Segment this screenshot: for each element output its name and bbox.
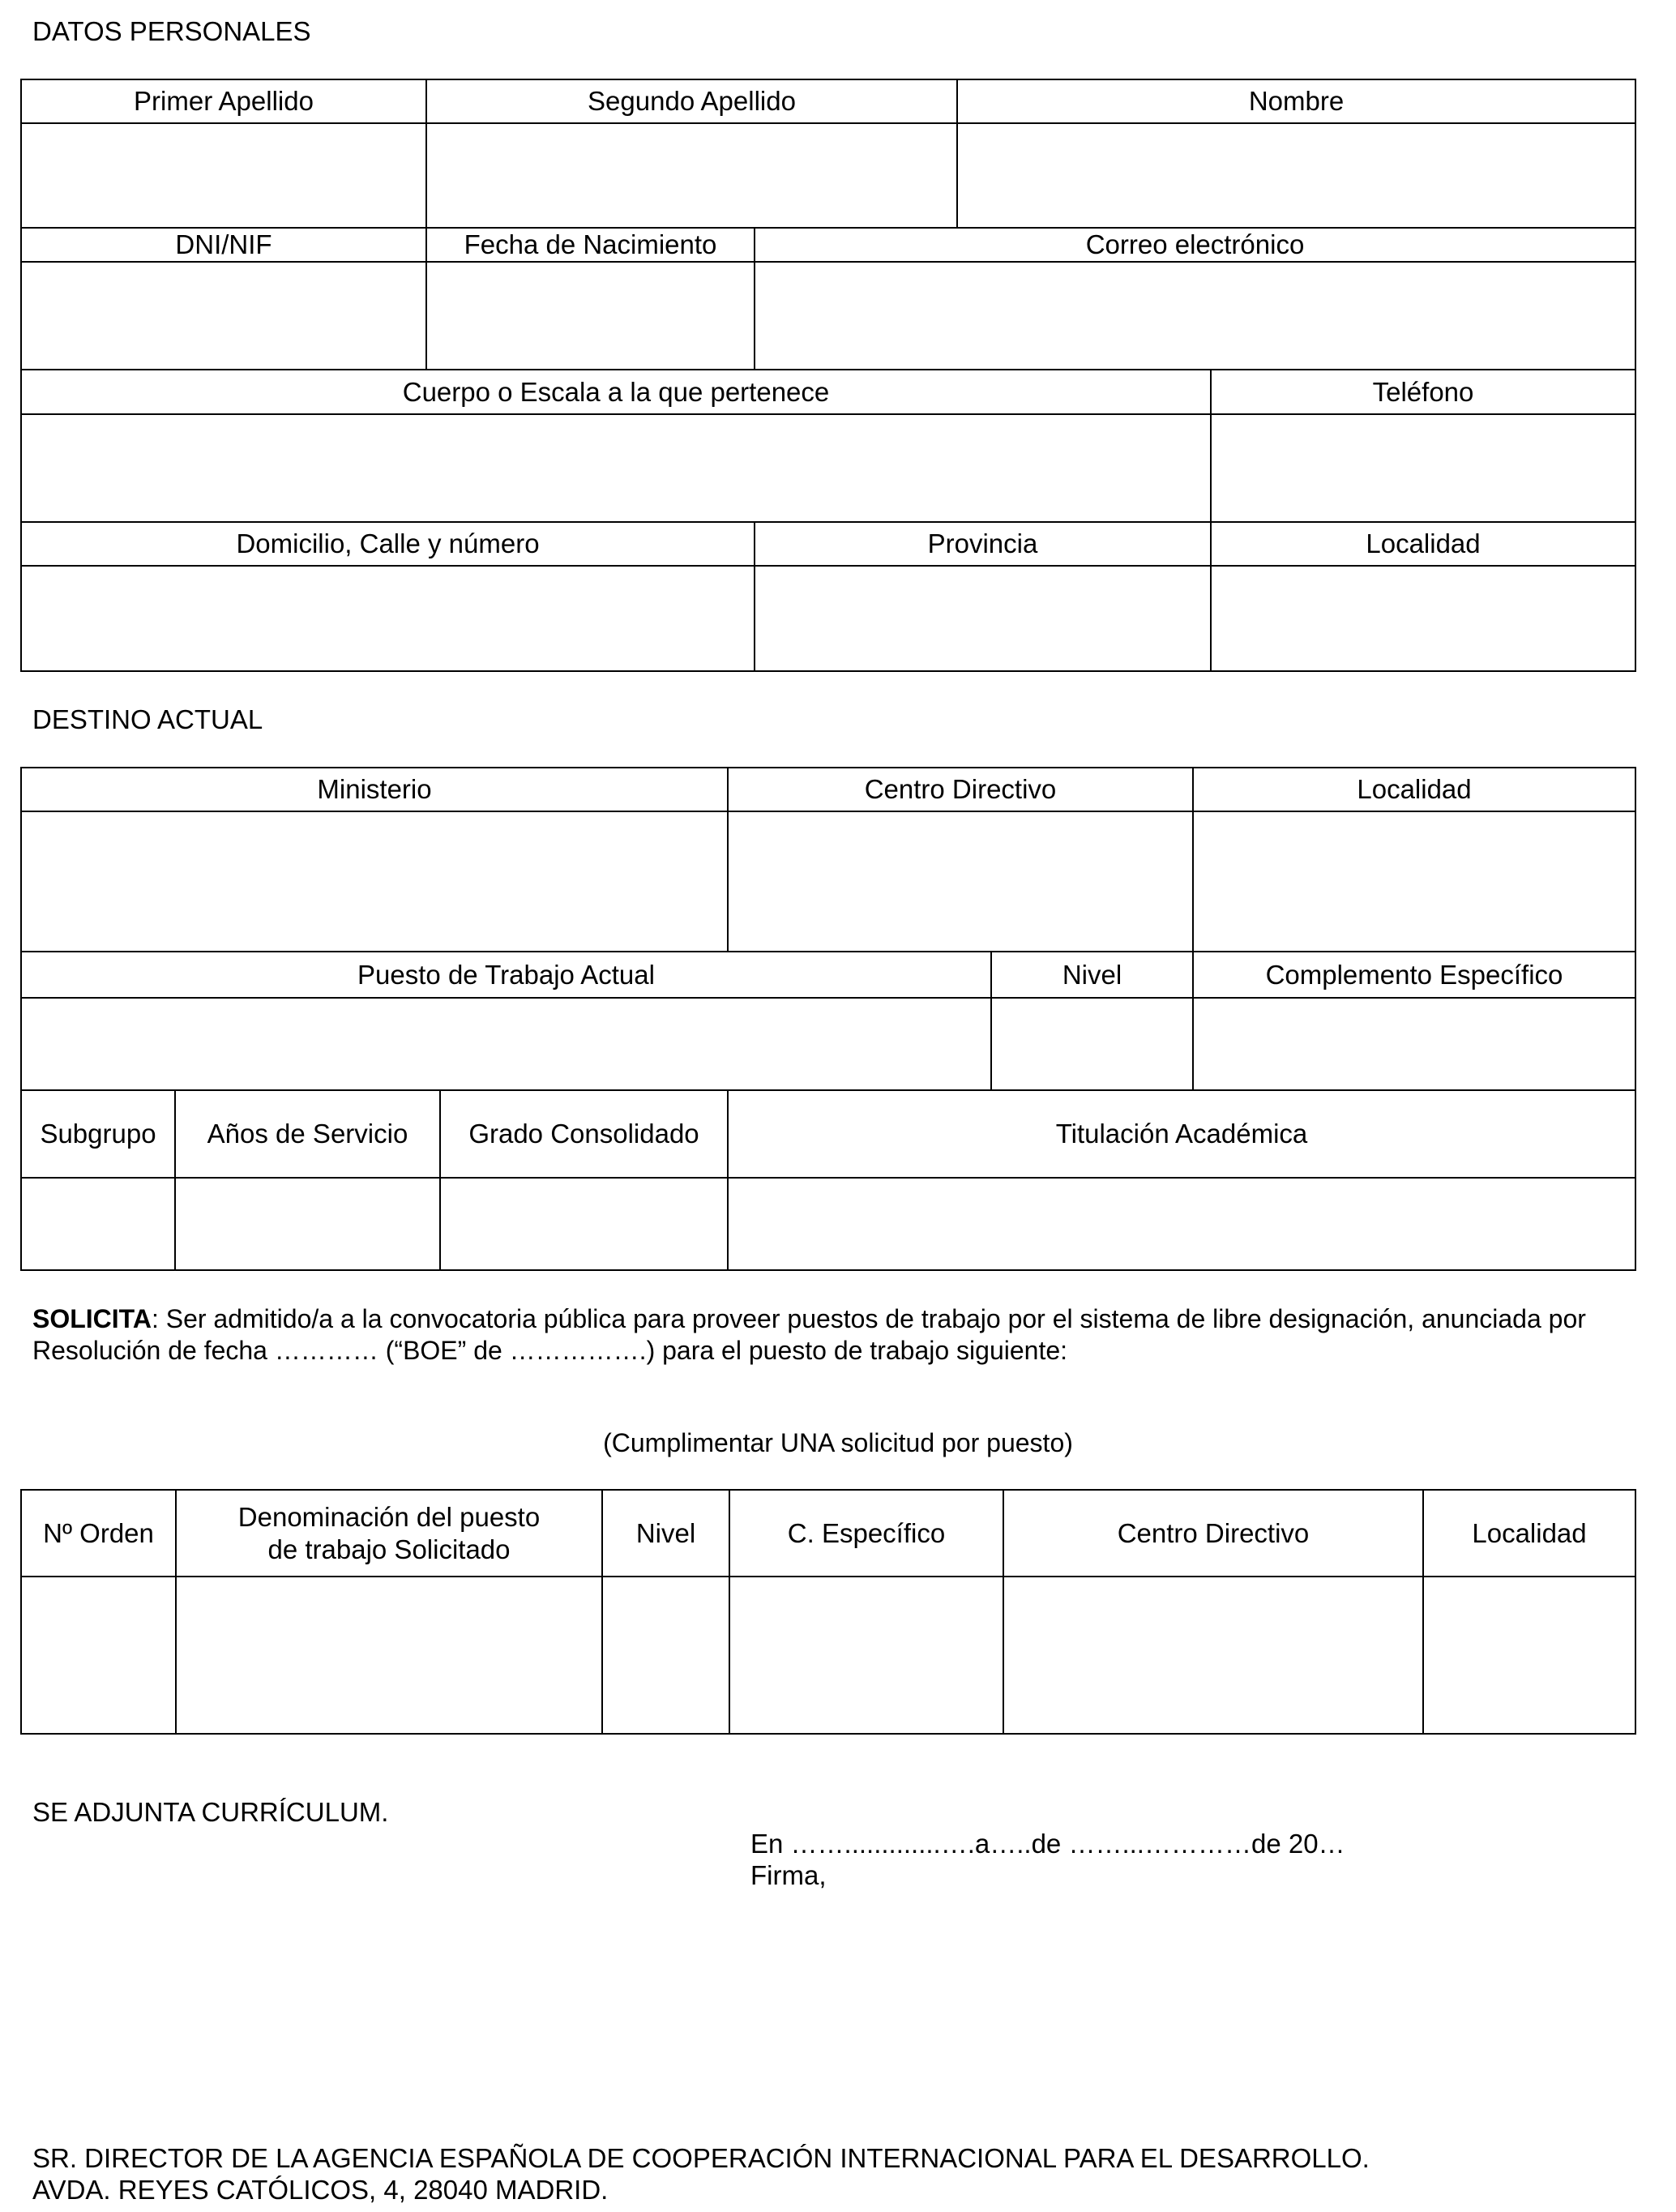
localidad-field[interactable] [1212,567,1635,670]
header-titulacion: Titulación Académica [1055,1119,1308,1149]
header-correo: Correo electrónico [1085,229,1305,260]
puesto-actual-field[interactable] [22,999,990,1089]
especifico-field[interactable] [730,1577,1003,1733]
firma-label: Firma, [750,1860,827,1890]
puesto-nivel-field[interactable] [603,1577,729,1733]
nivel-field[interactable] [992,999,1192,1089]
curriculum-note: SE ADJUNTA CURRÍCULUM. [32,1797,389,1827]
header-centro-directivo: Centro Directivo [864,774,1057,805]
complemento-field[interactable] [1194,999,1635,1089]
header-cuerpo: Cuerpo o Escala a la que pertenece [402,376,830,407]
fecha-nacimiento-field[interactable] [427,263,754,369]
domicilio-field[interactable] [22,567,754,670]
ministerio-field[interactable] [22,812,727,951]
orden-field[interactable] [22,1577,175,1733]
correo-field[interactable] [755,263,1635,369]
header-nombre: Nombre [1248,86,1345,117]
segundo-apellido-field[interactable] [427,124,956,227]
solicita-note: (Cumplimentar UNA solicitud por puesto) [603,1428,1073,1457]
telefono-field[interactable] [1212,415,1635,521]
solicita-line-2: Resolución de fecha ………… (“BOE” de …………….) para el puesto de trabajo siguiente: [32,1336,1068,1365]
puesto-localidad-field[interactable] [1424,1577,1635,1733]
solicita-line-1 [32,1304,1586,1334]
header-anos-servicio: Años de Servicio [207,1119,408,1149]
header-nivel: Nivel [1062,959,1122,990]
section-title-destino-actual: DESTINO ACTUAL [32,704,263,734]
header-denominacion: Denominación del puesto de trabajo Solicitado [237,1501,541,1564]
header-localidad: Localidad [1366,528,1481,559]
header-puesto-actual: Puesto de Trabajo Actual [357,959,655,990]
header-primer-apellido: Primer Apellido [134,86,314,117]
header-destino-localidad: Localidad [1357,774,1472,805]
header-puesto-centro: Centro Directivo [1117,1517,1310,1548]
subgrupo-field[interactable] [22,1179,174,1269]
header-puesto-localidad: Localidad [1472,1517,1587,1548]
fecha-line: En …….............….a…..de ……...…………de 20… [750,1829,1345,1859]
recipient-line-1: SR. DIRECTOR DE LA AGENCIA ESPAÑOLA DE COOPERACIÓN INTERNACIONAL PARA EL DESARROLLO. [32,2143,1370,2173]
header-domicilio: Domicilio, Calle y número [236,528,540,559]
solicita-text-1: : Ser admitido/a a la convocatoria pública para proveer puestos de trabajo por el sistema de libre designación, anunciada por [151,1304,1586,1333]
grado-field[interactable] [441,1179,727,1269]
primer-apellido-field[interactable] [22,124,425,227]
header-provincia: Provincia [927,528,1038,559]
denominacion-field[interactable] [177,1577,601,1733]
header-puesto-nivel: Nivel [635,1517,696,1548]
header-segundo-apellido: Segundo Apellido [588,86,796,117]
anos-servicio-field[interactable] [176,1179,439,1269]
dni-field[interactable] [22,263,425,369]
header-fecha-nacimiento: Fecha de Nacimiento [464,229,717,260]
header-ministerio: Ministerio [317,774,432,805]
header-dni: DNI/NIF [175,229,272,260]
header-telefono: Teléfono [1372,376,1474,407]
destino-localidad-field[interactable] [1194,812,1635,951]
solicita-label: SOLICITA [32,1304,152,1333]
header-subgrupo: Subgrupo [40,1119,156,1149]
cuerpo-field[interactable] [22,415,1210,521]
header-grado: Grado Consolidado [468,1119,699,1149]
nombre-field[interactable] [958,124,1635,227]
header-orden: Nº Orden [43,1517,154,1548]
centro-directivo-field[interactable] [729,812,1192,951]
titulacion-field[interactable] [729,1179,1635,1269]
section-title-datos-personales: DATOS PERSONALES [32,16,311,46]
header-especifico: C. Específico [787,1517,946,1548]
recipient-line-2: AVDA. REYES CATÓLICOS, 4, 28040 MADRID. [32,2175,609,2205]
puesto-centro-field[interactable] [1004,1577,1422,1733]
header-complemento: Complemento Específico [1265,959,1563,990]
provincia-field[interactable] [755,567,1210,670]
